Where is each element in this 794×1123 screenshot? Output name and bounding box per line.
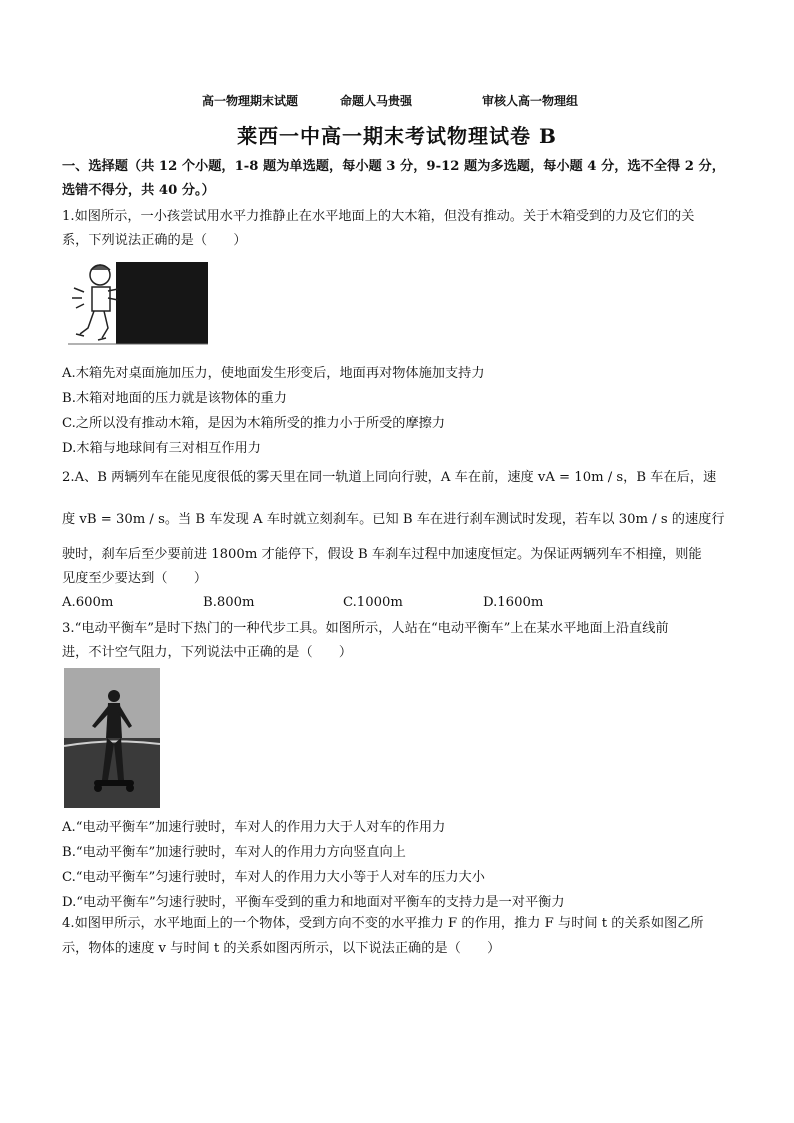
question-2-stem: 2.A、B 两辆列车在能见度很低的雾天里在同一轨道上同向行驶，A 车在前，速度 vA = 10m / s，B 车在后，速 <box>62 470 717 485</box>
question-2-stem-cont: 度 vB = 30m / s。当 B 车发现 A 车时就立刻刹车。已知 B 车在进行刹车测试时发现，若车以 30m / s 的速度行 <box>62 512 725 527</box>
wooden-box <box>116 262 208 344</box>
question-1-option-d: D.木箱与地球间有三对相互作用力 <box>62 441 261 456</box>
question-3-option-d: D.“电动平衡车”匀速行驶时，平衡车受到的重力和地面对平衡车的支持力是一对平衡力 <box>62 895 565 910</box>
question-2-option-d: D.1600m <box>483 595 544 610</box>
question-1-stem: 1.如图所示，一小孩尝试用水平力推静止在水平地面上的大木箱，但没有推动。关于木箱受到的力及它们的关 <box>62 209 695 224</box>
author-label: 命题人马贵强 <box>340 94 413 108</box>
question-1-option-b: B.木箱对地面的压力就是该物体的重力 <box>62 391 287 406</box>
page-title: 莱西一中高一期末考试物理试卷 B <box>237 124 557 148</box>
question-3-option-c: C.“电动平衡车”匀速行驶时，车对人的作用力大小等于人对车的压力大小 <box>62 870 485 885</box>
question-3-stem: 3.“电动平衡车”是时下热门的一种代步工具。如图所示，人站在“电动平衡车”上在某水平地面上沿直线前 <box>62 621 669 636</box>
question-3-option-a: A.“电动平衡车”加速行驶时，车对人的作用力大于人对车的作用力 <box>62 820 446 835</box>
question-1-option-c: C.之所以没有推动木箱，是因为木箱所受的推力小于所受的摩擦力 <box>62 416 446 431</box>
question-4-stem: 4.如图甲所示，水平地面上的一个物体，受到方向不变的水平推力 F 的作用，推力 F 与时间 t 的关系如图乙所 <box>62 916 704 931</box>
question-1-option-a: A.木箱先对桌面施加压力，使地面发生形变后，地面再对物体施加支持力 <box>62 366 485 381</box>
question-2-option-c: C.1000m <box>343 595 403 610</box>
question-2-stem-cont: 见度至少要达到（ ） <box>62 571 208 586</box>
course-label: 高一物理期末试题 <box>202 94 299 108</box>
question-1-stem-cont: 系，下列说法正确的是（ ） <box>62 233 247 248</box>
question-3-stem-cont: 进，不计空气阻力，下列说法中正确的是（ ） <box>62 645 353 660</box>
question-2-option-b: B.800m <box>203 595 255 610</box>
section-heading: 一、选择题（共 12 个小题，1-8 题为单选题，每小题 3 分，9-12 题为多选题，每小题 4 分，选不全得 2 分， <box>62 159 725 174</box>
question-2-option-a: A.600m <box>62 595 114 610</box>
child-pushing-box-figure <box>64 258 212 348</box>
child-drawing <box>72 265 118 340</box>
question-2-stem-cont: 驶时，刹车后至少要前进 1800m 才能停下，假设 B 车刹车过程中加速度恒定。为保证两辆列车不相撞，则能 <box>62 547 702 562</box>
section-heading-cont: 选错不得分，共 40 分。） <box>62 183 215 198</box>
balance-car-photo <box>64 668 160 808</box>
question-3-option-b: B.“电动平衡车”加速行驶时，车对人的作用力方向竖直向上 <box>62 845 406 860</box>
reviewer-label: 审核人高一物理组 <box>482 94 579 108</box>
question-4-stem-cont: 示，物体的速度 v 与时间 t 的关系如图丙所示，以下说法正确的是（ ） <box>62 941 501 956</box>
